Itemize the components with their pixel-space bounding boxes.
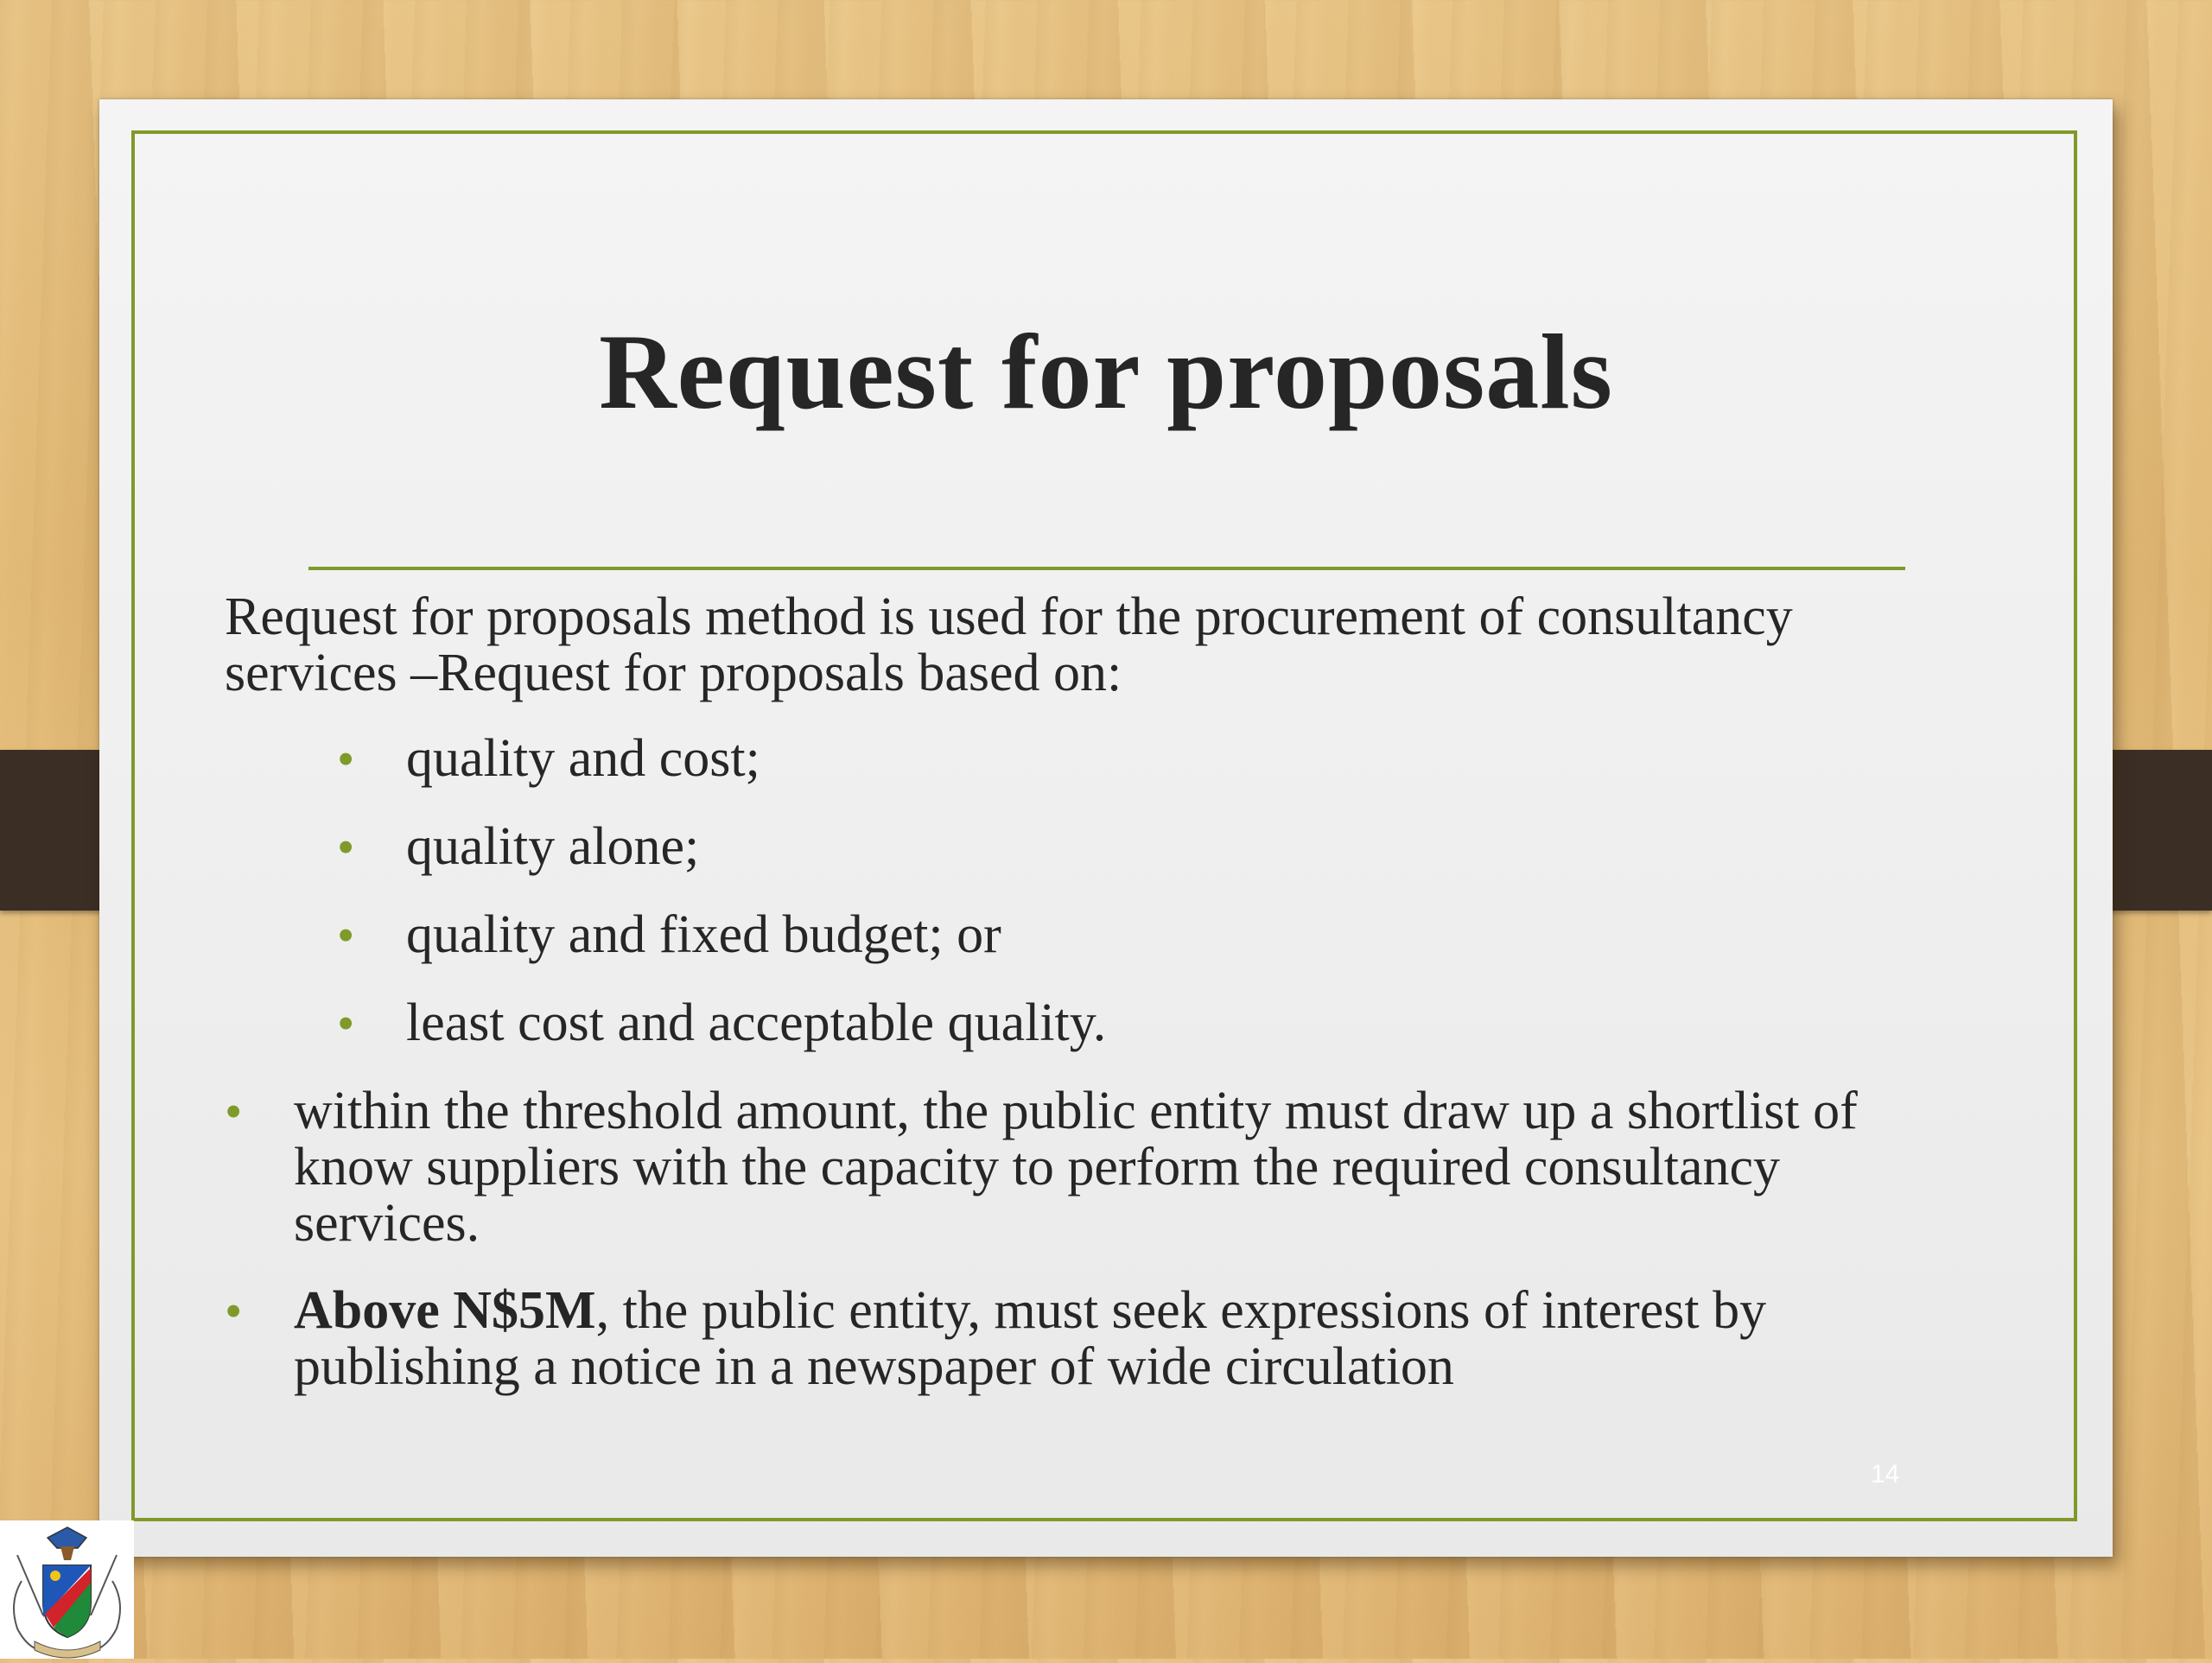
main-bullet-item: • within the threshold amount, the public entity must draw up a shortlist of know suppliers with the capacity to perform the required consultancy services. [225, 1082, 1858, 1253]
namibia-coat-of-arms-icon [0, 1520, 134, 1659]
title-divider [308, 567, 1905, 570]
slide-title: Request for proposals [599, 313, 1613, 431]
main-bullet-list [225, 1083, 1961, 1395]
slide-body [225, 589, 1961, 1426]
bullet-icon: • [337, 819, 355, 875]
bullet-icon: • [225, 1283, 243, 1339]
sub-bullet-item: • least cost and acceptable quality. [337, 993, 1107, 1052]
sub-bullet-item: • quality alone; [337, 817, 700, 876]
bullet-icon: • [337, 731, 355, 787]
sub-bullet-list [225, 731, 1961, 1083]
sub-bullet-item: • quality and fixed budget; or [337, 905, 1001, 964]
main-bullet-item: • Above N$5M, the public entity, must seek expressions of interest by publishing a notice in a newspaper of wide circulation [225, 1281, 1767, 1396]
sub-bullet-item: • quality and cost; [337, 729, 760, 788]
bullet-icon: • [337, 995, 355, 1051]
bullet-icon: • [225, 1083, 243, 1139]
intro-paragraph: Request for proposals method is used for the procurement of consultancy services –Request for proposals based on: [225, 587, 1793, 702]
bullet-icon: • [337, 907, 355, 963]
threshold-emphasis: Above N$5M [294, 1281, 596, 1340]
page-number: 14 [1871, 1460, 1900, 1488]
